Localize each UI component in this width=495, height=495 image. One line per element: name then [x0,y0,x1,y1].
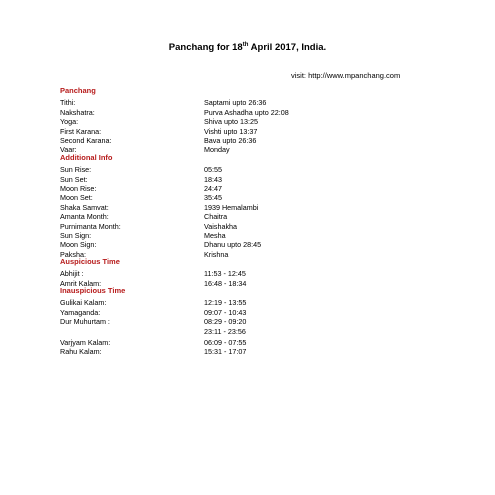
row-label: Moon Set: [60,193,93,202]
section-heading-auspicious-time: Auspicious Time [60,257,120,266]
row-value: 08:29 - 09:20 [204,317,247,326]
row-value: 16:48 - 18:34 [204,279,247,288]
row-value: 15:31 - 17:07 [204,347,247,356]
row-value: 18:43 [204,175,222,184]
panchang-row [0,117,495,127]
title-suffix: April 2017, India. [248,42,327,54]
row-value: 23:11 - 23:56 [204,327,246,336]
row-label: Sun Sign: [60,231,92,240]
panchang-row [0,98,495,108]
additional-row [0,240,495,250]
row-value: Monday [204,145,230,154]
row-label: Paksha: [60,250,86,259]
row-label: Nakshatra: [60,108,95,117]
row-value: 35:45 [204,193,222,202]
section-heading-inauspicious-time: Inauspicious Time [60,286,126,295]
row-label: Gulikai Kalam: [60,298,107,307]
section-heading-additional-info: Additional Info [60,153,113,162]
row-value: Bava upto 26:36 [204,136,257,145]
row-label: Yamaganda: [60,308,101,317]
row-label: Second Karana: [60,136,112,145]
row-value: Mesha [204,231,226,240]
additional-row [0,193,495,203]
row-value: Vishti upto 13:37 [204,127,258,136]
website-link[interactable]: visit: http://www.mpanchang.com [291,71,401,80]
row-label: Varjyam Kalam: [60,338,111,347]
additional-row [0,212,495,222]
row-label: Amanta Month: [60,212,109,221]
row-label: Amrit Kalam: [60,279,102,288]
section-heading-panchang: Panchang [60,86,96,95]
inauspicious-row [0,327,495,337]
row-label: Vaar: [60,145,77,154]
row-label: Tithi: [60,98,76,107]
row-value: Purva Ashadha upto 22:08 [204,108,289,117]
row-label: Rahu Kalam: [60,347,102,356]
row-value: 11:53 - 12:45 [204,269,246,278]
inauspicious-row [0,298,495,308]
page-title [0,42,495,53]
auspicious-row [0,269,495,279]
row-label: Moon Sign: [60,240,97,249]
row-value: 1939 Hemalambi [204,203,259,212]
row-label: Yoga: [60,117,79,126]
row-value: 05:55 [204,165,222,174]
row-value: 09:07 - 10:43 [204,308,247,317]
title-superscript: th [242,42,249,48]
row-value: Krishna [204,250,229,259]
additional-row [0,165,495,175]
inauspicious-row [0,317,495,327]
row-label: Shaka Samvat: [60,203,109,212]
row-value: Chaitra [204,212,228,221]
row-label: Moon Rise: [60,184,97,193]
row-value: 06:09 - 07:55 [204,338,247,347]
row-label: Abhijit : [60,269,84,278]
row-value: Shiva upto 13:25 [204,117,258,126]
row-value: 24:47 [204,184,222,193]
row-label: First Karana: [60,127,102,136]
row-value: Saptami upto 26:36 [204,98,267,107]
row-label: Sun Rise: [60,165,92,174]
row-value: Vaishakha [204,222,238,231]
row-value: 12:19 - 13:55 [204,298,247,307]
row-label: Purnimanta Month: [60,222,121,231]
row-label: Dur Muhurtam : [60,317,110,326]
inauspicious-row [0,347,495,357]
row-value: Dhanu upto 28:45 [204,240,262,249]
row-label: Sun Set: [60,175,88,184]
title-prefix: Panchang for 18 [168,42,243,54]
